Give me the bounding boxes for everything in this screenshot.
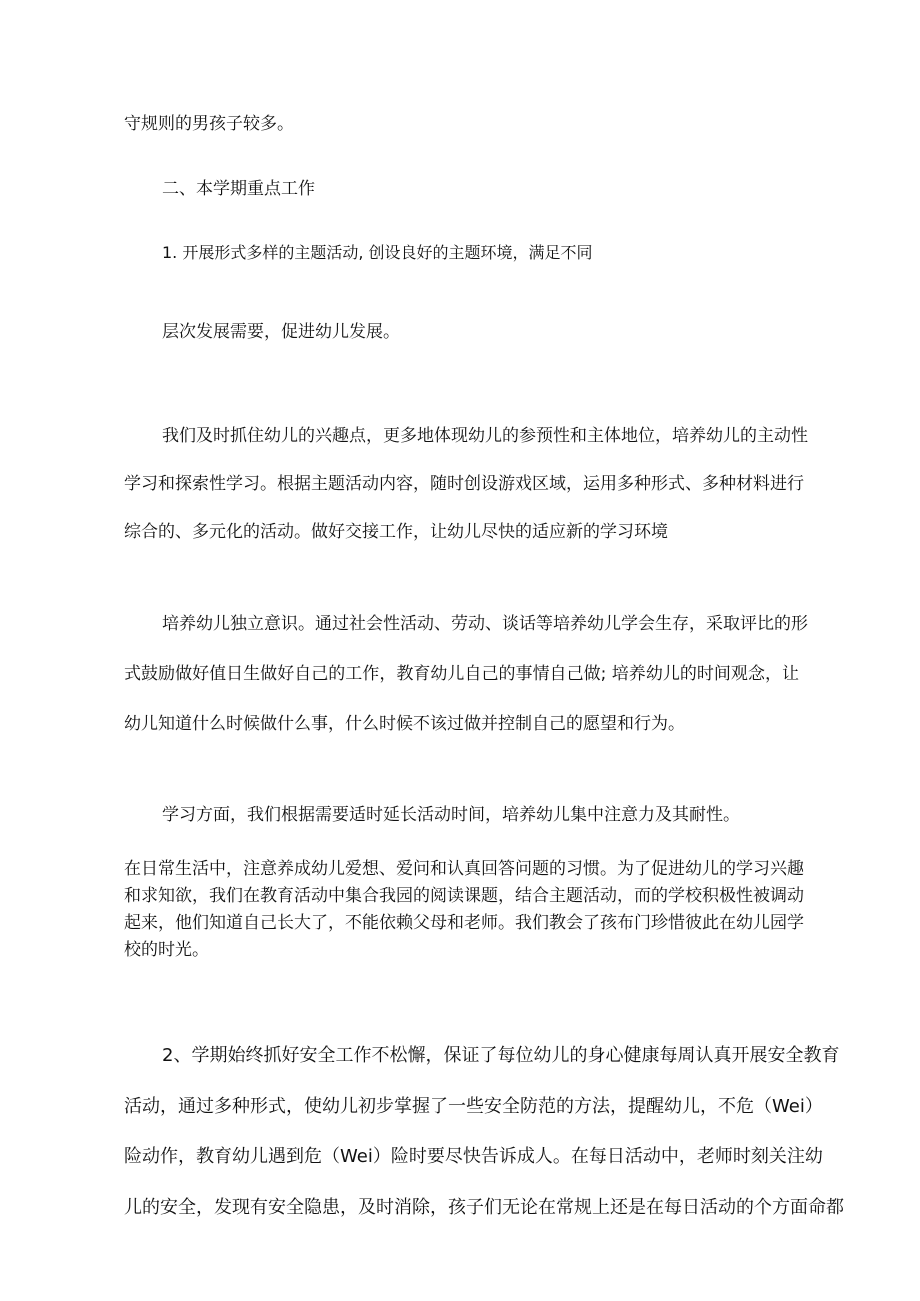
paragraph-line: 守规则的男孩子较多。 <box>124 114 294 134</box>
subsection-heading-continued: 层次发展需要，促进幼儿发展。 <box>162 322 400 342</box>
paragraph-line: 式鼓励做好值日生做好自己的工作，教育幼儿自己的事情自己做; 培养幼儿的时间观念，让 <box>124 664 799 684</box>
paragraph-line: 儿的安全，发现有安全隐患，及时消除，孩子们无论在常规上还是在每日活动的个方面命都 <box>124 1197 844 1218</box>
paragraph-line: 综合的、多元化的活动。做好交接工作，让幼儿尽快的适应新的学习环境 <box>124 522 668 542</box>
paragraph-line: 培养幼儿独立意识。通过社会性活动、劳动、谈话等培养幼儿学会生存，采取评比的形 <box>162 614 808 634</box>
paragraph-line: 幼儿知道什么时候做什么事，什么时候不该过做并控制自己的愿望和行为。 <box>124 714 685 734</box>
paragraph-line: 活动，通过多种形式，使幼儿初步掌握了一些安全防范的方法，提醒幼儿，不危（Wei） <box>124 1096 823 1117</box>
paragraph-line: 校的时光。 <box>124 940 209 960</box>
section-heading: 二、本学期重点工作 <box>162 179 315 199</box>
paragraph-line: 和求知欲，我们在教育活动中集合我园的阅读课题，结合主题活动，而的学校积极性被调动 <box>124 886 804 906</box>
subsection-heading: 1. 开展形式多样的主题活动, 创设良好的主题环境，满足不同 <box>162 243 593 262</box>
paragraph-line: 我们及时抓住幼儿的兴趣点，更多地体现幼儿的参预性和主体地位，培养幼儿的主动性 <box>162 426 808 446</box>
paragraph-line: 学习和探索性学习。根据主题活动内容，随时创设游戏区域，运用多种形式、多种材料进行 <box>124 474 804 494</box>
paragraph-line: 起来，他们知道自己长大了，不能依赖父母和老师。我们教会了孩布门珍惜彼此在幼儿园学 <box>124 913 804 933</box>
paragraph-line: 险动作，教育幼儿遇到危（Wei）险时要尽快告诉成人。在每日活动中，老师时刻关注幼 <box>124 1146 823 1167</box>
paragraph-line: 在日常生活中，注意养成幼儿爱想、爱问和认真回答问题的习惯。为了促进幼儿的学习兴趣 <box>124 859 804 879</box>
paragraph-line: 学习方面，我们根据需要适时延长活动时间，培养幼儿集中注意力及其耐性。 <box>162 805 740 825</box>
paragraph-line: 2、学期始终抓好安全工作不松懈，保证了每位幼儿的身心健康每周认真开展安全教育 <box>162 1045 840 1066</box>
